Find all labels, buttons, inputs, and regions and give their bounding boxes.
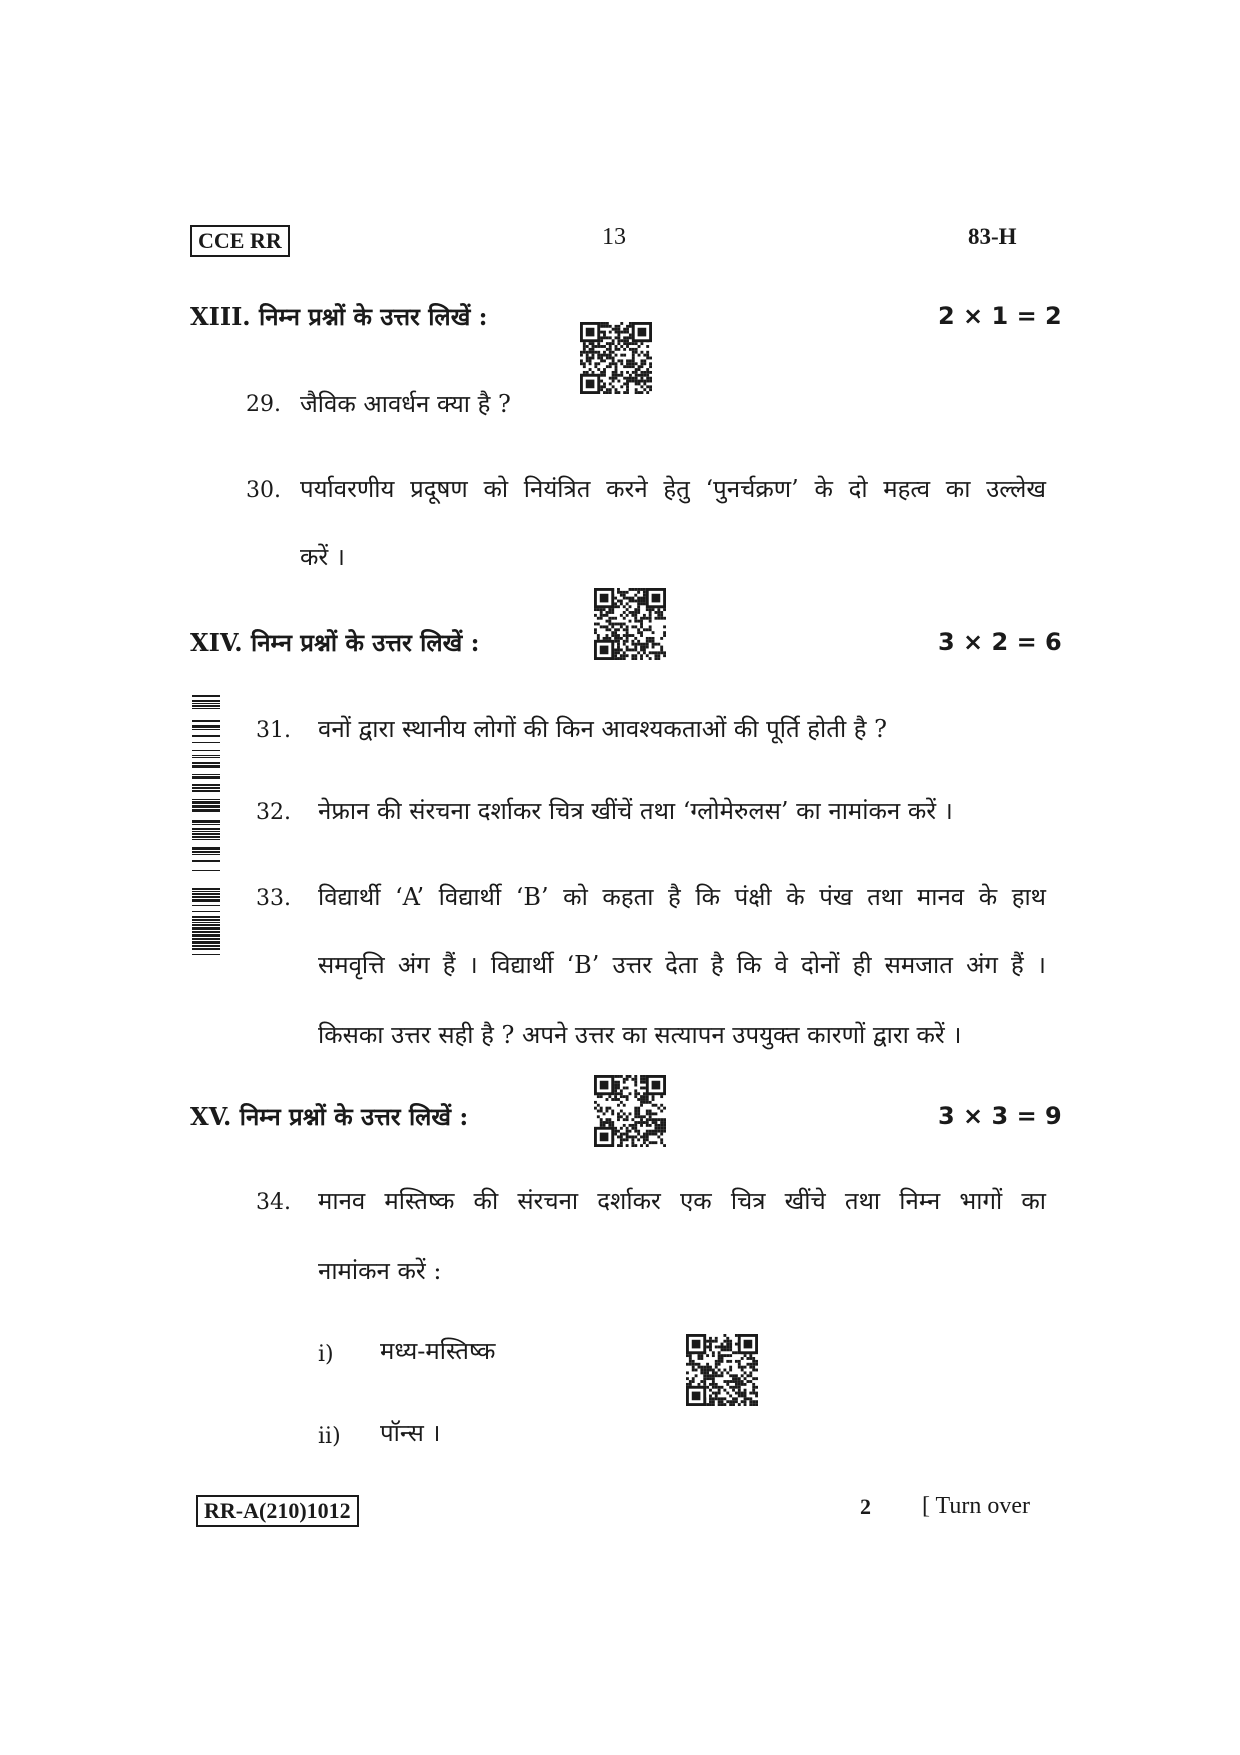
sub-part-text: पॉन्स । bbox=[380, 1419, 441, 1447]
section-heading: XIV. निम्न प्रश्नों के उत्तर लिखें : bbox=[190, 628, 480, 657]
question-text: नेफ्रान की संरचना दर्शाकर चित्र खींचें तथा ‘ग्लोमेरुलस’ का नामांकन करें । bbox=[318, 797, 953, 825]
question-number: 31. bbox=[256, 718, 291, 743]
sub-part-text: मध्य-मस्तिष्क bbox=[380, 1337, 496, 1365]
question-text-continuation: करें । bbox=[300, 543, 345, 571]
turn-over-label: [ Turn over bbox=[922, 1493, 1031, 1519]
booklet-code-box: RR-A(210)1012 bbox=[196, 1495, 359, 1527]
section-marks: 3 × 3 = 9 bbox=[938, 1102, 1062, 1130]
section-marks: 2 × 1 = 2 bbox=[938, 302, 1062, 330]
qr-code bbox=[594, 1075, 666, 1147]
qr-code bbox=[580, 322, 652, 394]
qr-code bbox=[594, 588, 666, 660]
page-number: 13 bbox=[602, 224, 626, 250]
question-text-continuation: नामांकन करें : bbox=[318, 1257, 442, 1285]
exam-code-box: CCE RR bbox=[190, 225, 290, 257]
question-text: वनों द्वारा स्थानीय लोगों की किन आवश्यकताओं की पूर्ति होती है ? bbox=[318, 715, 888, 743]
barcode bbox=[192, 695, 220, 955]
question-number: 30. bbox=[246, 478, 281, 503]
question-text: जैविक आवर्धन क्या है ? bbox=[300, 390, 511, 418]
paper-code: 83-H bbox=[968, 224, 1017, 249]
question-number: 32. bbox=[256, 800, 291, 825]
question-number: 29. bbox=[246, 392, 281, 417]
question-number: 33. bbox=[256, 886, 291, 911]
question-number: 34. bbox=[256, 1190, 291, 1215]
sub-part-number: ii) bbox=[318, 1424, 341, 1449]
sheet-number: 2 bbox=[860, 1494, 871, 1519]
question-text: पर्यावरणीय प्रदूषण को नियंत्रित करने हेतु ‘पुनर्चक्रण’ के दो महत्व का उल्लेख bbox=[300, 475, 1046, 503]
question-text-continuation: समवृत्ति अंग हैं । विद्यार्थी ‘B’ उत्तर देता है कि वे दोनों ही समजात अंग हैं । bbox=[318, 951, 1046, 979]
section-marks: 3 × 2 = 6 bbox=[938, 628, 1062, 656]
qr-code bbox=[686, 1334, 758, 1406]
section-heading: XIII. निम्न प्रश्नों के उत्तर लिखें : bbox=[190, 302, 488, 331]
sub-part-number: i) bbox=[318, 1342, 334, 1367]
question-text: विद्यार्थी ‘A’ विद्यार्थी ‘B’ को कहता है कि पंक्षी के पंख तथा मानव के हाथ bbox=[318, 883, 1046, 911]
question-text-continuation: किसका उत्तर सही है ? अपने उत्तर का सत्यापन उपयुक्त कारणों द्वारा करें । bbox=[318, 1021, 962, 1049]
question-text: मानव मस्तिष्क की संरचना दर्शाकर एक चित्र खींचे तथा निम्न भागों का bbox=[318, 1187, 1046, 1215]
section-heading: XV. निम्न प्रश्नों के उत्तर लिखें : bbox=[190, 1102, 469, 1131]
